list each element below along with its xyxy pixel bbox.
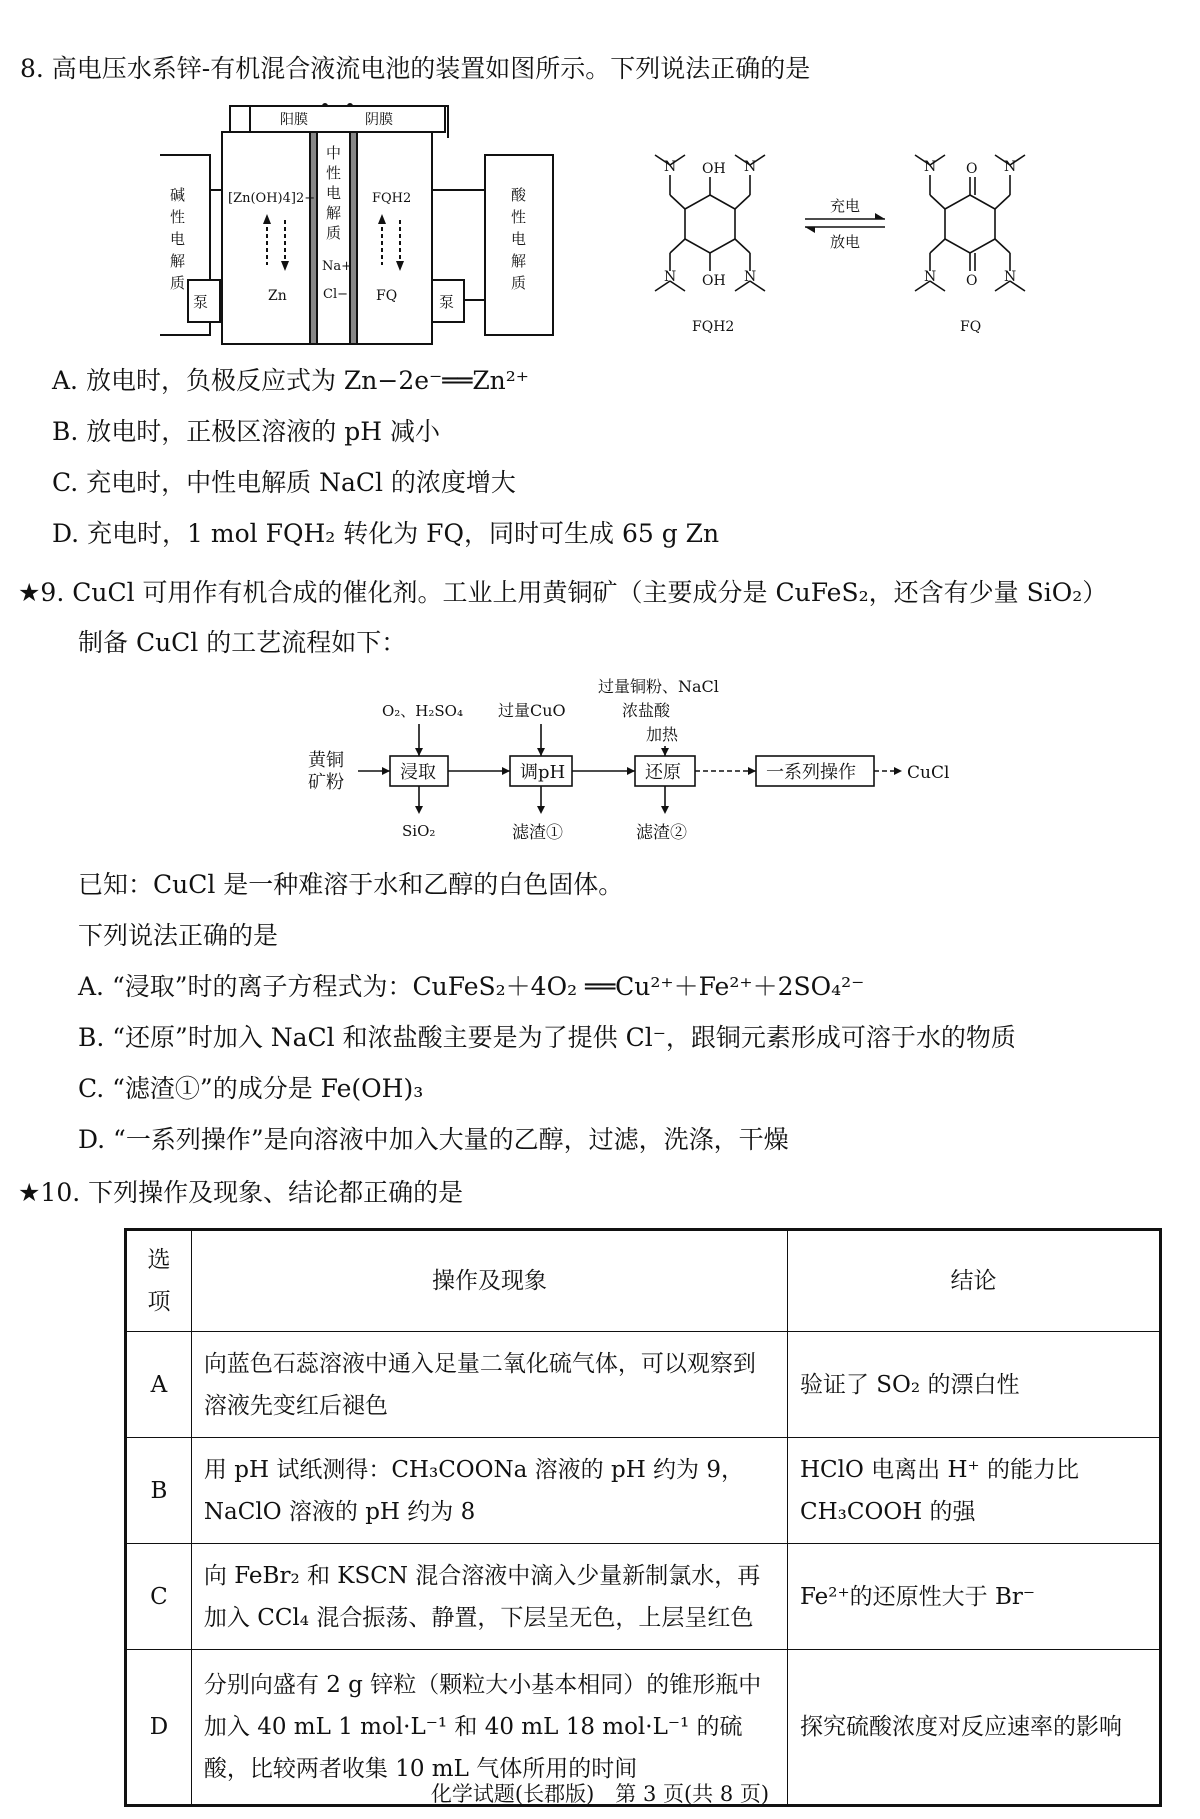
svg-text:O: O [966,161,978,177]
svg-text:解: 解 [511,252,527,270]
flow-step1-out: SiO₂ [402,822,436,840]
table-header: 操作及现象 [191,1230,787,1332]
table-row [126,1544,1161,1650]
svg-text:泵: 泵 [193,293,209,311]
svg-text:质: 质 [511,274,527,292]
label-cl: Cl− [323,287,348,302]
star-icon: ★ [18,578,41,607]
q9-option-d: D. “一系列操作”是向溶液中加入大量的乙醇，过滤，洗涤，干燥 [78,1125,789,1154]
q10-stem: ★10. 下列操作及现象、结论都正确的是 [18,1178,464,1207]
svg-text:电: 电 [170,230,186,248]
svg-text:N: N [744,269,757,285]
svg-text:解: 解 [326,204,342,222]
process-flowchart [290,676,990,851]
q9-option-c: C. “滤渣①”的成分是 Fe(OH)₃ [78,1074,424,1103]
table-cell: HClO 电离出 H⁺ 的能力比 CH₃COOH 的强 [787,1438,1160,1544]
flow-step3-in-1: 过量铜粉、NaCl [598,677,719,696]
label-cation-membrane: 阴膜 [365,112,393,128]
svg-text:N: N [924,269,937,285]
q9-known: 已知：CuCl 是一种难溶于水和乙醇的白色固体。 [78,870,624,899]
svg-text:电: 电 [326,184,342,202]
label-charge: 充电 [830,197,861,215]
flow-start-line1: 黄铜 [308,750,344,771]
svg-text:碱: 碱 [170,186,186,204]
svg-text:质: 质 [326,224,342,242]
table-cell: 向 FeBr₂ 和 KSCN 混合溶液中滴入少量新制氯水，再加入 CCl₄ 混合振荡、静置，下层呈无色，上层呈红色 [191,1544,787,1650]
svg-text:性: 性 [511,208,527,226]
q9-option-b: B. “还原”时加入 NaCl 和浓盐酸主要是为了提供 Cl⁻，跟铜元素形成可溶于水的物质 [78,1023,1016,1052]
flow-start-line2: 矿粉 [308,772,344,793]
label-fq: FQ [376,288,398,304]
q9-stem-line2: 制备 CuCl 的工艺流程如下： [78,628,407,657]
svg-text:OH: OH [702,273,726,289]
table-cell: Fe²⁺的还原性大于 Br⁻ [787,1544,1160,1650]
svg-text:性: 性 [326,164,342,182]
flow-step3-out: 滤渣② [636,823,687,843]
table-cell: C [126,1544,192,1650]
q9-stem-line1: ★9. CuCl 可用作有机合成的催化剂。工业上用黄铜矿（主要成分是 CuFeS₂，还含有少量 SiO₂） [18,578,1108,607]
page-footer: 化学试题(长郡版) 第 3 页(共 8 页) [430,1782,770,1806]
table-header: 结论 [787,1230,1160,1332]
label-na: Na+ [322,259,353,274]
q8-option-d: D. 充电时，1 mol FQH₂ 转化为 FQ，同时可生成 65 g Zn [52,519,720,548]
table-cell: B [126,1438,192,1544]
flow-step2-in: 过量CuO [498,701,566,720]
svg-text:酸: 酸 [511,186,527,204]
svg-text:中: 中 [326,144,342,162]
svg-text:N: N [744,159,757,175]
svg-text:性: 性 [170,208,186,226]
table-cell: 分别向盛有 2 g 锌粒（颗粒大小基本相同）的锥形瓶中加入 40 mL 1 mol·L⁻¹ 和 40 mL 18 mol·L⁻¹ 的硫酸，比较两者收集 10 mL 气体所用的时间 [191,1650,787,1806]
flow-step3-in-3: 加热 [646,725,679,744]
flow-step3-in-2: 浓盐酸 [622,701,671,720]
table-row [126,1438,1161,1544]
q8-stem: 8. 高电压水系锌-有机混合液流电池的装置如图所示。下列说法正确的是 [20,54,811,83]
table-cell: 向蓝色石蕊溶液中通入足量二氧化硫气体，可以观察到溶液先变红后褪色 [191,1332,787,1438]
flow-step1-in: O₂、H₂SO₄ [382,702,463,720]
svg-text:质: 质 [170,274,186,292]
label-discharge: 放电 [830,233,861,251]
table-row [126,1332,1161,1438]
q9-option-a: A. “浸取”时的离子方程式为：CuFeS₂＋4O₂ ══Cu²⁺＋Fe²⁺＋2SO₄²⁻ [78,972,865,1001]
star-icon: ★ [18,1178,41,1207]
svg-text:泵: 泵 [439,293,455,311]
svg-text:N: N [924,159,937,175]
flow-step4: 一系列操作 [766,762,856,783]
q8-option-b: B. 放电时，正极区溶液的 pH 减小 [52,417,440,446]
svg-text:解: 解 [170,252,186,270]
flow-end: CuCl [907,763,950,783]
flow-step2-out: 滤渣① [512,823,563,843]
q9-ask: 下列说法正确的是 [78,921,279,950]
battery-diagram [160,100,600,350]
svg-text:N: N [664,159,677,175]
label-zn: Zn [268,288,287,304]
label-anion-membrane: 阳膜 [280,112,308,128]
table-cell: 用 pH 试纸测得：CH₃COONa 溶液的 pH 约为 9，NaClO 溶液的 pH 约为 8 [191,1438,787,1544]
svg-text:N: N [1004,269,1017,285]
table-cell: D [126,1650,192,1806]
label-fq-mol: FQ [960,319,982,335]
table-header-row [126,1230,1161,1332]
table-header: 选项 [126,1230,192,1332]
q10-table [124,1228,1162,1807]
molecule-diagram [640,135,1080,345]
q8-option-a: A. 放电时，负极反应式为 Zn−2e⁻══Zn²⁺ [52,366,530,395]
label-fqh2-mol: FQH2 [692,319,735,335]
flow-step2: 调pH [520,762,566,783]
svg-text:电: 电 [511,230,527,248]
svg-text:OH: OH [702,161,726,177]
q8-option-c: C. 充电时，中性电解质 NaCl 的浓度增大 [52,468,516,497]
svg-text:O: O [966,273,978,289]
table-cell: 验证了 SO₂ 的漂白性 [787,1332,1160,1438]
flow-step3: 还原 [645,762,681,783]
table-cell: A [126,1332,192,1438]
table-cell: 探究硫酸浓度对反应速率的影响 [787,1650,1160,1806]
flow-step1: 浸取 [400,762,436,783]
svg-text:N: N [664,269,677,285]
label-fqh2: FQH2 [372,191,412,206]
label-zincate: [Zn(OH)4]2− [228,191,316,206]
svg-text:N: N [1004,159,1017,175]
